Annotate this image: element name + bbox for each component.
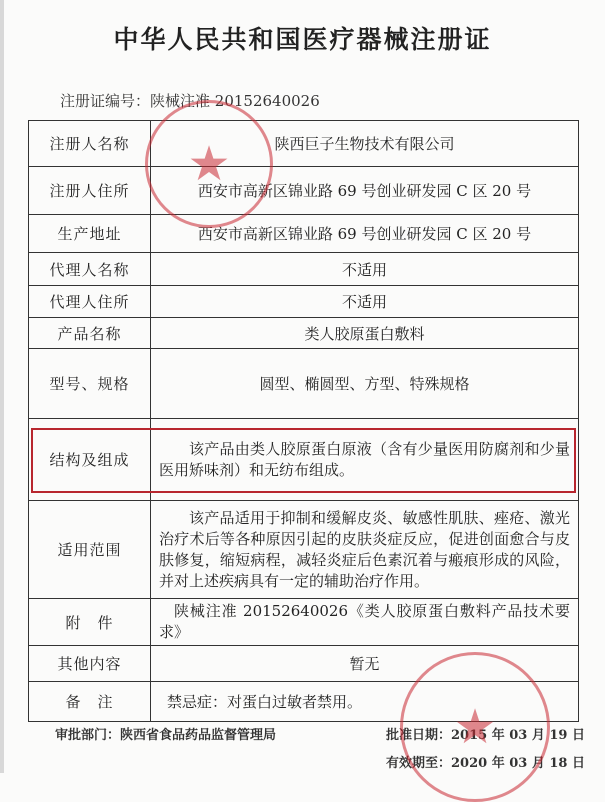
table-row	[29, 215, 579, 253]
row-label: 结构及组成	[29, 419, 151, 501]
star-icon: ★	[453, 699, 497, 755]
table-row	[29, 121, 579, 167]
row-value: 不适用	[151, 253, 579, 286]
row-value: 禁忌症：对蛋白过敏者禁用。	[151, 682, 579, 722]
row-label: 注册人名称	[29, 121, 151, 167]
row-value: 类人胶原蛋白敷料	[151, 318, 579, 349]
scan-edge	[0, 0, 4, 773]
valid-until: 有效期至：2020 年 03 月 18 日	[386, 756, 585, 771]
table-row	[29, 682, 579, 722]
approval-date: 批准日期：2015 年 03 月 19 日	[386, 728, 585, 743]
registration-number: 注册证编号：陕械注准 20152640026	[60, 92, 320, 110]
row-value: 该产品由类人胶原蛋白原液（含有少量医用防腐剂和少量医用矫味剂）和无纺布组成。	[151, 419, 579, 501]
row-value: 暂无	[151, 646, 579, 682]
row-value: 不适用	[151, 286, 579, 318]
table-row	[29, 501, 579, 599]
row-value: 陕械注准 20152640026《类人胶原蛋白敷料产品技术要求》	[151, 599, 579, 646]
table-row	[29, 167, 579, 215]
row-value: 陕西巨子生物技术有限公司	[151, 121, 579, 167]
approval-department: 审批部门：陕西省食品药品监督管理局	[55, 728, 277, 743]
row-label: 备 注	[29, 682, 151, 722]
row-label: 代理人名称	[29, 253, 151, 286]
table-row	[29, 318, 579, 349]
table-row	[29, 253, 579, 286]
row-label: 代理人住所	[29, 286, 151, 318]
row-value: 西安市高新区锦业路 69 号创业研发园 C 区 20 号	[151, 215, 579, 253]
certificate-table	[28, 120, 579, 722]
row-label: 产品名称	[29, 318, 151, 349]
row-label: 其他内容	[29, 646, 151, 682]
row-value: 西安市高新区锦业路 69 号创业研发园 C 区 20 号	[151, 167, 579, 215]
row-label: 生产地址	[29, 215, 151, 253]
table-row	[29, 419, 579, 501]
table-row	[29, 349, 579, 419]
table-row	[29, 646, 579, 682]
row-label: 适用范围	[29, 501, 151, 599]
row-value: 圆型、椭圆型、方型、特殊规格	[151, 349, 579, 419]
table-row	[29, 286, 579, 318]
row-label: 附 件	[29, 599, 151, 646]
document-title: 中华人民共和国医疗器械注册证	[113, 25, 492, 54]
row-label: 注册人住所	[29, 167, 151, 215]
star-icon: ★	[187, 136, 231, 192]
table-row	[29, 599, 579, 646]
row-label: 型号、规格	[29, 349, 151, 419]
row-value: 该产品适用于抑制和缓解皮炎、敏感性肌肤、痤疮、激光治疗术后等各种原因引起的皮肤炎症反应，促进创面愈合与皮肤修复，缩短病程，减轻炎症后色素沉着与瘢痕形成的风险，并对上述疾病具有一定的辅助治疗作用。	[151, 501, 579, 599]
